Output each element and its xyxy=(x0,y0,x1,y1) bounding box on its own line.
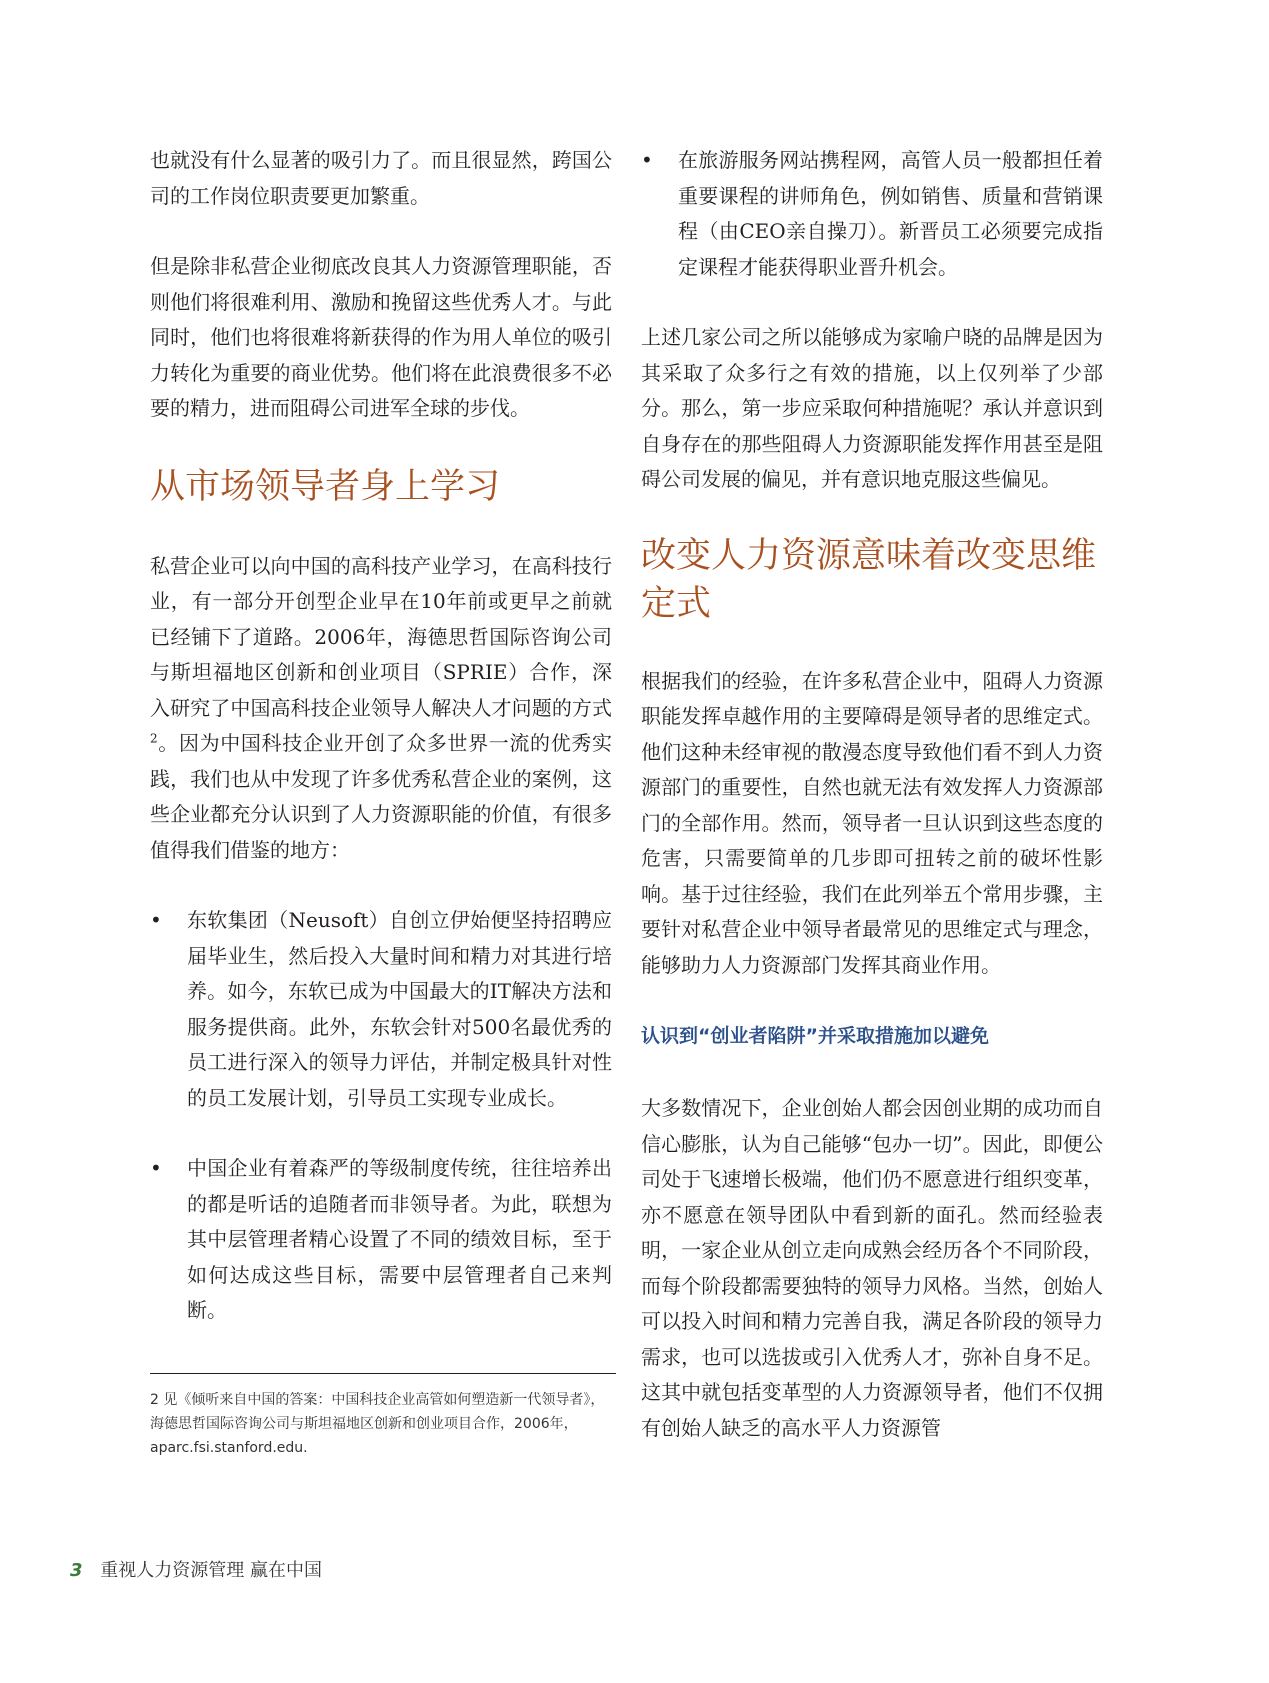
list-item xyxy=(150,903,612,1116)
subheading: 认识到“创业者陷阱”并采取措施加以避免 xyxy=(641,1025,989,1047)
bullet-icon: • xyxy=(150,908,162,932)
list-item-text: 东软集团（Neusoft）自创立伊始便坚持招聘应届毕业生，然后投入大量时间和精力对其进行培养。如今，东软已成为中国最大的IT解决方法和服务提供商。此外，东软会针对500名最优秀的员工进行深入的领导力评估，并制定极具针对性的员工发展计划，引导员工实现专业成长。 xyxy=(187,908,612,1110)
bullet-icon: • xyxy=(641,148,653,172)
left-column xyxy=(150,143,612,1460)
list-item-text: 中国企业有着森严的等级制度传统，往往培养出的都是听话的追随者而非领导者。为此，联想为其中层管理者精心设置了不同的绩效目标，至于如何达成这些目标，需要中层管理者自己来判断。 xyxy=(187,1156,612,1322)
paragraph: 根据我们的经验，在许多私营企业中，阻碍人力资源职能发挥卓越作用的主要障碍是领导者的思维定式。他们这种未经审视的散漫态度导致他们看不到人力资源部门的重要性，自然也就无法有效发挥人力资源部门的全部作用。然而，领导者一旦认识到这些态度的危害，只需要简单的几步即可扭转之前的破坏性影响。基于过往经验，我们在此列举五个常用步骤，主要针对私营企业中领导者最常见的思维定式与理念，能够助力人力资源部门发挥其商业作用。 xyxy=(641,668,1103,977)
list-item-text: 在旅游服务网站携程网，高管人员一般都担任着重要课程的讲师角色，例如销售、质量和营销课程（由CEO亲自操刀）。新晋员工必须要完成指定课程才能获得职业晋升机会。 xyxy=(678,148,1103,279)
paragraph: 也就没有什么显著的吸引力了。而且很显然，跨国公司的工作岗位职责要更加繁重。 xyxy=(150,148,612,208)
section-heading: 从市场领导者身上学习 xyxy=(150,466,501,507)
right-column xyxy=(641,143,1103,1446)
footnote: 2 见《倾听来自中国的答案：中国科技企业高管如何塑造新一代领导者》，海德思哲国际咨询公司与斯坦福地区创新和创业项目合作，2006年，aparc.fsi.stanford.edu. xyxy=(150,1391,605,1456)
footnote-divider xyxy=(150,1373,616,1374)
page-footer xyxy=(70,1556,322,1582)
list-item xyxy=(641,143,1103,285)
list-item xyxy=(150,1151,612,1329)
bullet-icon: • xyxy=(150,1156,162,1180)
section-heading: 改变人力资源意味着改变思维定式 xyxy=(641,535,1097,624)
footnote-ref[interactable]: 2 xyxy=(150,731,158,746)
paragraph: 上述几家公司之所以能够成为家喻户晓的品牌是因为其采取了众多行之有效的措施，以上仅列举了少部分。那么，第一步应采取何种措施呢？承认并意识到自身存在的那些阻碍人力资源职能发挥作用甚至是阻碍公司发展的偏见，并有意识地克服这些偏见。 xyxy=(641,325,1103,491)
paragraph: 大多数情况下，企业创始人都会因创业期的成功而自信心膨胀，认为自己能够“包办一切”。因此，即便公司处于飞速增长极端，他们仍不愿意进行组织变革，亦不愿意在领导团队中看到新的面孔。然而经验表明，一家企业从创立走向成熟会经历各个不同阶段，而每个阶段都需要独特的领导力风格。当然，创始人可以投入时间和精力完善自我，满足各阶段的领导力需求，也可以选拔或引入优秀人才，弥补自身不足。这其中就包括变革型的人力资源领导者，他们不仅拥有创始人缺乏的高水平人力资源管 xyxy=(641,1096,1103,1440)
paragraph: 私营企业可以向中国的高科技产业学习，在高科技行业，有一部分开创型企业早在10年前或更早之前就已经铺下了道路。2006年，海德思哲国际咨询公司与斯坦福地区创新和创业项目（SPRIE）合作，深入研究了中国高科技企业领导人解决人才问题的方式$^2$。因为中国科技企业开创了众多世界一流的优秀实践，我们也从中发现了许多优秀私营企业的案例，这些企业都充分认识到了人力资源职能的价值，有很多值得我们借鉴的地方： xyxy=(150,553,612,862)
footer-title: 重视人力资源管理 赢在中国 xyxy=(100,1560,322,1581)
page-number: 3 xyxy=(70,1560,83,1581)
paragraph: 但是除非私营企业彻底改良其人力资源管理职能，否则他们将很难利用、激励和挽留这些优秀人才。与此同时，他们也将很难将新获得的作为用人单位的吸引力转化为重要的商业优势。他们将在此浪费很多不必要的精力，进而阻碍公司进军全球的步伐。 xyxy=(150,254,612,420)
